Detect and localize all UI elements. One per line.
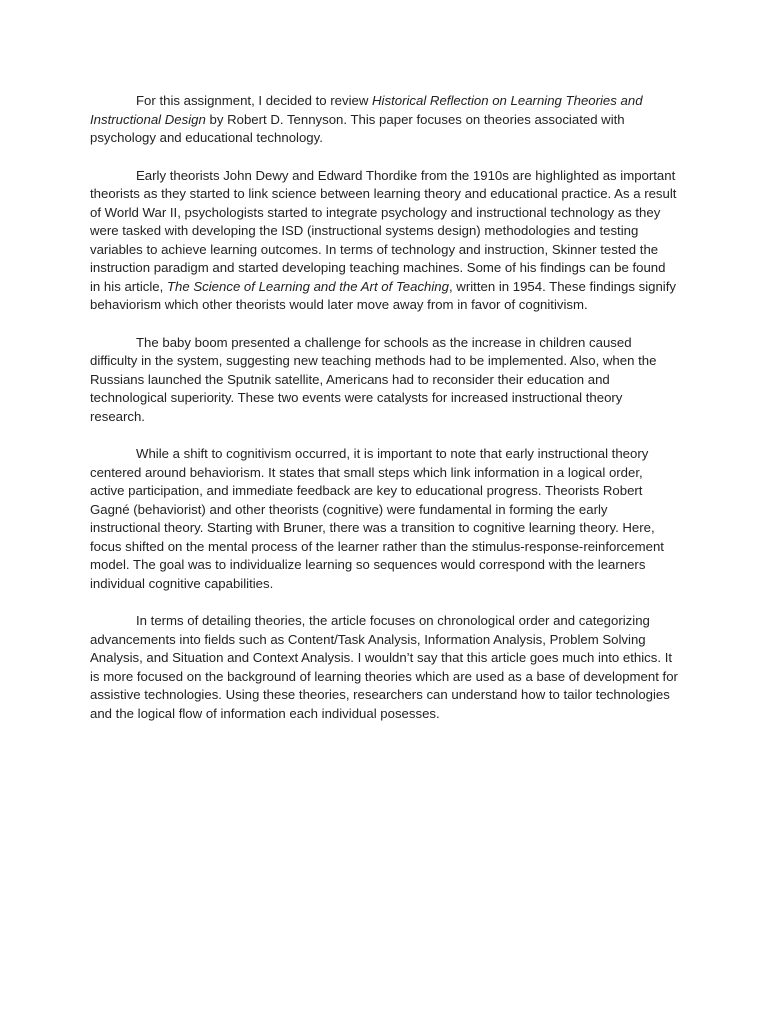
paragraph-text: , written in 1954. These findings signify behaviorism which other theorists would later move away from in favor of cognitivism. [90, 278, 676, 312]
paragraph-detailing-theories [90, 612, 678, 723]
paragraph-text: Early theorists John Dewy and Edward Thordike from the 1910s are highlighted as important theorists as they started to link science between learning theory and educational practice. As a result of World War II, psychologists started to integrate psychology and instructional technology as they were tasked with developing the ISD (instructional systems design) methodologies and testing variables to achieve learning outcomes. In terms of technology and instruction, Skinner tested the instruction paradigm and started developing teaching machines. Some of his findings can be found in his article, [90, 167, 677, 294]
paragraph-text: While a shift to cognitivism occurred, it is important to note that early instructional theory centered around behaviorism. It states that small steps which link information in a logical order, active participation, and immediate feedback are key to educational progress. Theorists Robert Gagné (behaviorist) and other theorists (cognitive) were fundamental in forming the early instructional theory. Starting with Bruner, there was a transition to cognitive learning theory. Here, focus shifted on the mental process of the learner rather than the stimulus-response-reinforcement model. The goal was to individualize learning so sequences would correspond with the learners individual cognitive capabilities. [90, 446, 664, 591]
paragraph-early-theorists [90, 167, 678, 315]
paragraph-baby-boom [90, 334, 678, 427]
paragraph-cognitivism [90, 445, 678, 593]
article-title: The Science of Learning and the Art of Teaching [166, 278, 449, 294]
document-body [90, 92, 678, 723]
paragraph-intro [90, 92, 678, 148]
paragraph-text: The baby boom presented a challenge for schools as the increase in children caused difficulty in the system, suggesting new teaching methods had to be implemented. Also, when the Russians launched the Sputnik satellite, Americans had to reconsider their education and technological superiority. These two events were catalysts for increased instructional theory research. [90, 334, 657, 424]
paragraph-text: by Robert D. Tennyson. This paper focuses on theories associated with psychology and educational technology. [90, 111, 625, 145]
paragraph-text: For this assignment, I decided to review [136, 93, 373, 108]
article-title: Historical Reflection on Learning Theories and Instructional Design [90, 93, 643, 127]
paragraph-text: In terms of detailing theories, the article focuses on chronological order and categorizing advancements into fields such as Content/Task Analysis, Information Analysis, Problem Solving Analysis, and Situation and Context Analysis. I wouldn’t say that this article goes much into ethics. It is more focused on the background of learning theories which are used as a base of development for assistive technologies. Using these theories, researchers can understand how to tailor technologies and the logical flow of information each individual posesses. [90, 613, 678, 721]
